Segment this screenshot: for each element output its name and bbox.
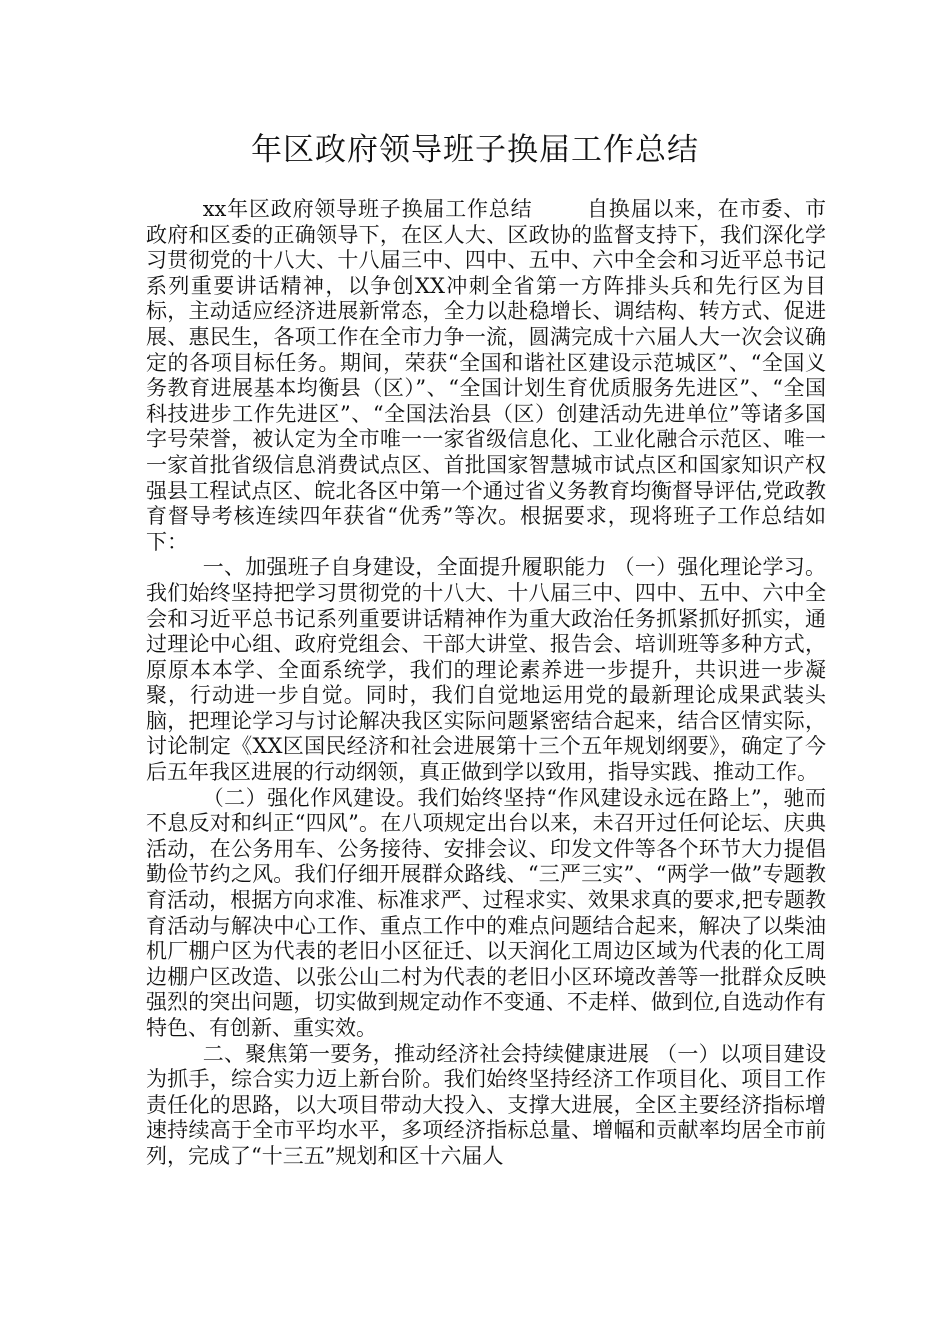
- paragraph-section-one: 一、加强班子自身建设，全面提升履职能力 （一）强化理论学习。我们始终坚持把学习贯彻党的十八大、十八届三中、四中、五中、六中全会和习近平总书记系列重要讲话精神作为重大政治任务抓紧抓好抓实，通过理论中心组、政府党组会、干部大讲堂、报告会、培训班等多种方式，原原本本学、全面系统学，我们的理论素养进一步提升，共识进一步凝聚，行动进一步自觉。同时，我们自觉地运用党的最新理论成果武装头脑，把理论学习与讨论解决我区实际问题紧密结合起来，结合区情实际，讨论制定《XX区国民经济和社会进展第十三个五年规划纲要》，确定了今后五年我区进展的行动纲领，真正做到学以致用，指导实践、推动工作。: [146, 555, 826, 785]
- paragraph-style-building: （二）强化作风建设。我们始终坚持“作风建设永远在路上”，驰而不息反对和纠正“四风”。在八项规定出台以来，未召开过任何论坛、庆典活动，在公务用车、公务接待、安排会议、印发文件等各个环节大力提倡勤俭节约之风。我们仔细开展群众路线、“三严三实”、“两学一做”专题教育活动，根据方向求准、标准求严、过程求实、效果求真的要求,把专题教育活动与解决中心工作、重点工作中的难点问题结合起来，解决了以柴油机厂棚户区为代表的老旧小区征迁、以天润化工周边区域为代表的化工周边棚户区改造、以张公山二村为代表的老旧小区环境改善等一批群众反映强烈的突出问题，切实做到规定动作不变通、不走样、做到位,自选动作有特色、有创新、重实效。: [146, 785, 826, 1040]
- document-body: [146, 197, 826, 1170]
- paragraph-intro: [146, 197, 826, 555]
- paragraph-section-two: 二、聚焦第一要务，推动经济社会持续健康进展 （一）以项目建设为抓手，综合实力迈上新台阶。我们始终坚持经济工作项目化、项目工作责任化的思路，以大项目带动大投入、支撑大进展，全区主要经济指标增速持续高于全市平均水平，多项经济指标总量、增幅和贡献率均居全市前列，完成了“十三五”规划和区十六届人: [146, 1041, 826, 1168]
- paragraph-intro-text: 自换届以来，在市委、市政府和区委的正确领导下，在区人大、区政协的监督支持下，我们深化学习贯彻党的十八大、十八届三中、四中、五中、六中全会和习近平总书记系列重要讲话精神，以争创XX冲刺全省第一方阵排头兵和先行区为目标，主动适应经济进展新常态，全力以赴稳增长、调结构、转方式、促进展、惠民生，各项工作在全市力争一流，圆满完成十六届人大一次会议确定的各项目标任务。期间，荣获“全国和谐社区建设示范城区”、“全国义务教育进展基本均衡县（区）”、“全国计划生育优质服务先进区”、“全国科技进步工作先进区”、“全国法治县（区）创建活动先进单位”等诸多国字号荣誉，被认定为全市唯一一家省级信息化、工业化融合示范区、唯一一家首批省级信息消费试点区、首批国家智慧城市试点区和国家知识产权强县工程试点区、皖北各区中第一个通过省义务教育均衡督导评估,党政教育督导考核连续四年获省“优秀”等次。根据要求，现将班子工作总结如下：: [146, 197, 827, 554]
- paragraph-intro-lead: xx年区政府领导班子换届工作总结: [202, 197, 533, 221]
- document-title: 年区政府领导班子换届工作总结: [251, 132, 699, 168]
